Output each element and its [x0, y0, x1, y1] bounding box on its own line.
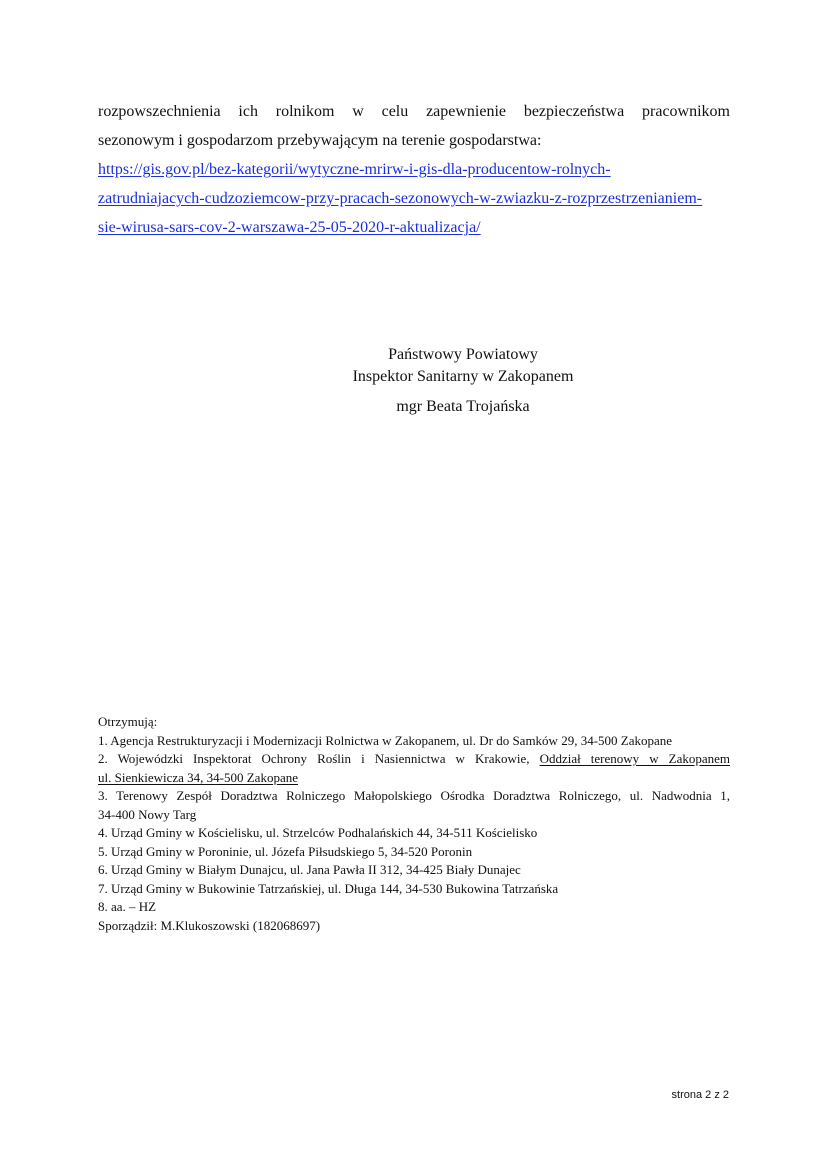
body-line-1: rozpowszechnienia ich rolnikom w celu zapewnienie bezpieczeństwa pracownikom — [98, 103, 730, 120]
link-line-1: https://gis.gov.pl/bez-kategorii/wytyczne-mrirw-i-gis-dla-producentow-rolnych- — [98, 161, 611, 178]
guidelines-link[interactable] — [98, 155, 730, 242]
link-line-3: sie-wirusa-sars-cov-2-warszawa-25-05-2020-r-aktualizacja/ — [98, 219, 481, 236]
recipient-2-line-1 — [98, 750, 730, 769]
recipient-4: 4. Urząd Gminy w Kościelisku, ul. Strzelców Podhalańskich 44, 34-511 Kościelisko — [98, 825, 538, 840]
recipient-2-underlined-1: Oddział terenowy w Zakopanem — [539, 751, 730, 766]
link-line-2: zatrudniajacych-cudzoziemcow-przy-pracach-sezonowych-w-zwiazku-z-rozprzestrzenianiem- — [98, 190, 703, 207]
recipient-2-text: 2. Wojewódzki Inspektorat Ochrony Roślin i Nasiennictwa w Krakowie, — [98, 751, 540, 766]
recipient-7: 7. Urząd Gminy w Bukowinie Tatrzańskiej, ul. Długa 144, 34-530 Bukowina Tatrzańska — [98, 880, 559, 896]
page-number: strona 2 z 2 — [671, 1089, 729, 1101]
recipient-6: 6. Urząd Gminy w Białym Dunajcu, ul. Jana Pawła II 312, 34-425 Biały Dunajec — [98, 862, 521, 877]
body-line-2: sezonowym i gospodarzom przebywającym na terenie gospodarstwa: — [98, 132, 542, 149]
prepared-by: Sporządził: M.Klukoszowski (182068697) — [98, 917, 321, 933]
recipient-3-line-2: 34-400 Nowy Targ — [98, 806, 197, 822]
signature-title-line-1: Państwowy Powiatowy — [388, 346, 538, 363]
recipient-2-underlined-2: ul. Sienkiewicza 34, 34-500 Zakopane — [98, 769, 298, 785]
recipient-8: 8. aa. – HZ — [98, 899, 157, 914]
body-paragraph — [98, 97, 730, 242]
signature-block — [300, 344, 626, 418]
recipient-2-line-2 — [98, 769, 730, 788]
recipients-list — [98, 713, 730, 935]
recipient-3-line-1: 3. Terenowy Zespół Doradztwa Rolniczego Małopolskiego Ośrodka Doradztwa Rolniczego, ul. Nadwodnia 1, — [98, 788, 730, 803]
recipients-heading: Otrzymują: — [98, 714, 158, 729]
signature-title-line-2: Inspektor Sanitarny w Zakopanem — [352, 368, 574, 385]
recipient-5: 5. Urząd Gminy w Poroninie, ul. Józefa Piłsudskiego 5, 34-520 Poronin — [98, 843, 473, 859]
signature-name: mgr Beata Trojańska — [396, 398, 530, 415]
recipient-1: 1. Agencja Restrukturyzacji i Modernizacji Rolnictwa w Zakopanem, ul. Dr do Samków 29, 34-500 Zakopane — [98, 732, 673, 748]
